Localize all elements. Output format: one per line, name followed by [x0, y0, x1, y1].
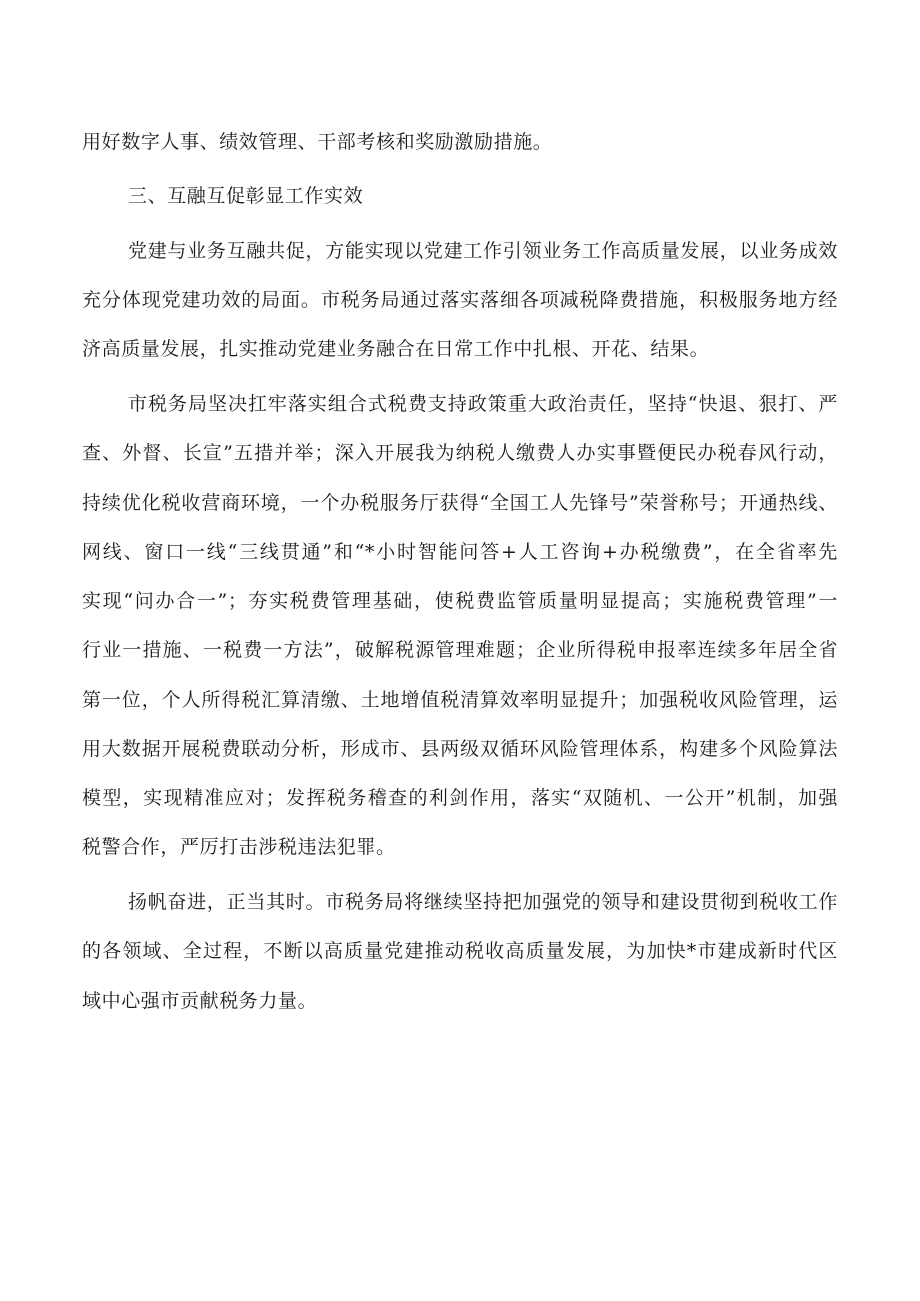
text-line: 第一位，个人所得税汇算清缴、土地增值税清算效率明显提升；加强税收风险管理，运 — [82, 689, 838, 711]
text-line: 用好数字人事、绩效管理、干部考核和奖励激励措施。 — [82, 131, 553, 153]
text-line: 模型，实现精准应对；发挥税务稽查的利剑作用，落实“双随机、一公开”机制，加强 — [82, 787, 838, 809]
text-line: 党建与业务互融共促，方能实现以党建工作引领业务工作高质量发展，以业务成效 — [128, 240, 838, 262]
text-line: 查、外督、长宣”五措并举；深入开展我为纳税人缴费人办实事暨便民办税春风行动， — [82, 442, 838, 464]
text-line: 济高质量发展，扎实推动党建业务融合在日常工作中扎根、开花、结果。 — [82, 338, 710, 360]
text-line: 的各领域、全过程，不断以高质量党建推动税收高质量发展，为加快*市建成新时代区 — [82, 940, 838, 962]
text-line: 网线、窗口一线“三线贯通”和“*小时智能问答+人工咨询+办税缴费”，在全省率先 — [82, 541, 838, 563]
text-line: 扬帆奋进，正当其时。市税务局将继续坚持把加强党的领导和建设贯彻到税收工作 — [128, 891, 838, 913]
text-line: 充分体现党建功效的局面。市税务局通过落实落细各项减税降费措施，积极服务地方经 — [82, 289, 838, 311]
section-heading: 三、互融互促彰显工作实效 — [128, 185, 364, 207]
text-line: 用大数据开展税费联动分析，形成市、县两级双循环风险管理体系，构建多个风险算法 — [82, 738, 838, 760]
text-line: 持续优化税收营商环境，一个办税服务厅获得“全国工人先锋号”荣誉称号；开通热线、 — [82, 492, 838, 514]
text-line: 税警合作，严厉打击涉税违法犯罪。 — [82, 836, 396, 858]
text-line: 行业一措施、一税费一方法”，破解税源管理难题；企业所得税申报率连续多年居全省 — [82, 639, 838, 661]
text-line: 实现“问办合一”；夯实税费管理基础，使税费监管质量明显提高；实施税费管理”一 — [82, 590, 838, 612]
text-line: 市税务局坚决扛牢落实组合式税费支持政策重大政治责任，坚持“快退、狠打、严 — [128, 393, 838, 415]
text-line: 域中心强市贡献税务力量。 — [82, 990, 318, 1012]
